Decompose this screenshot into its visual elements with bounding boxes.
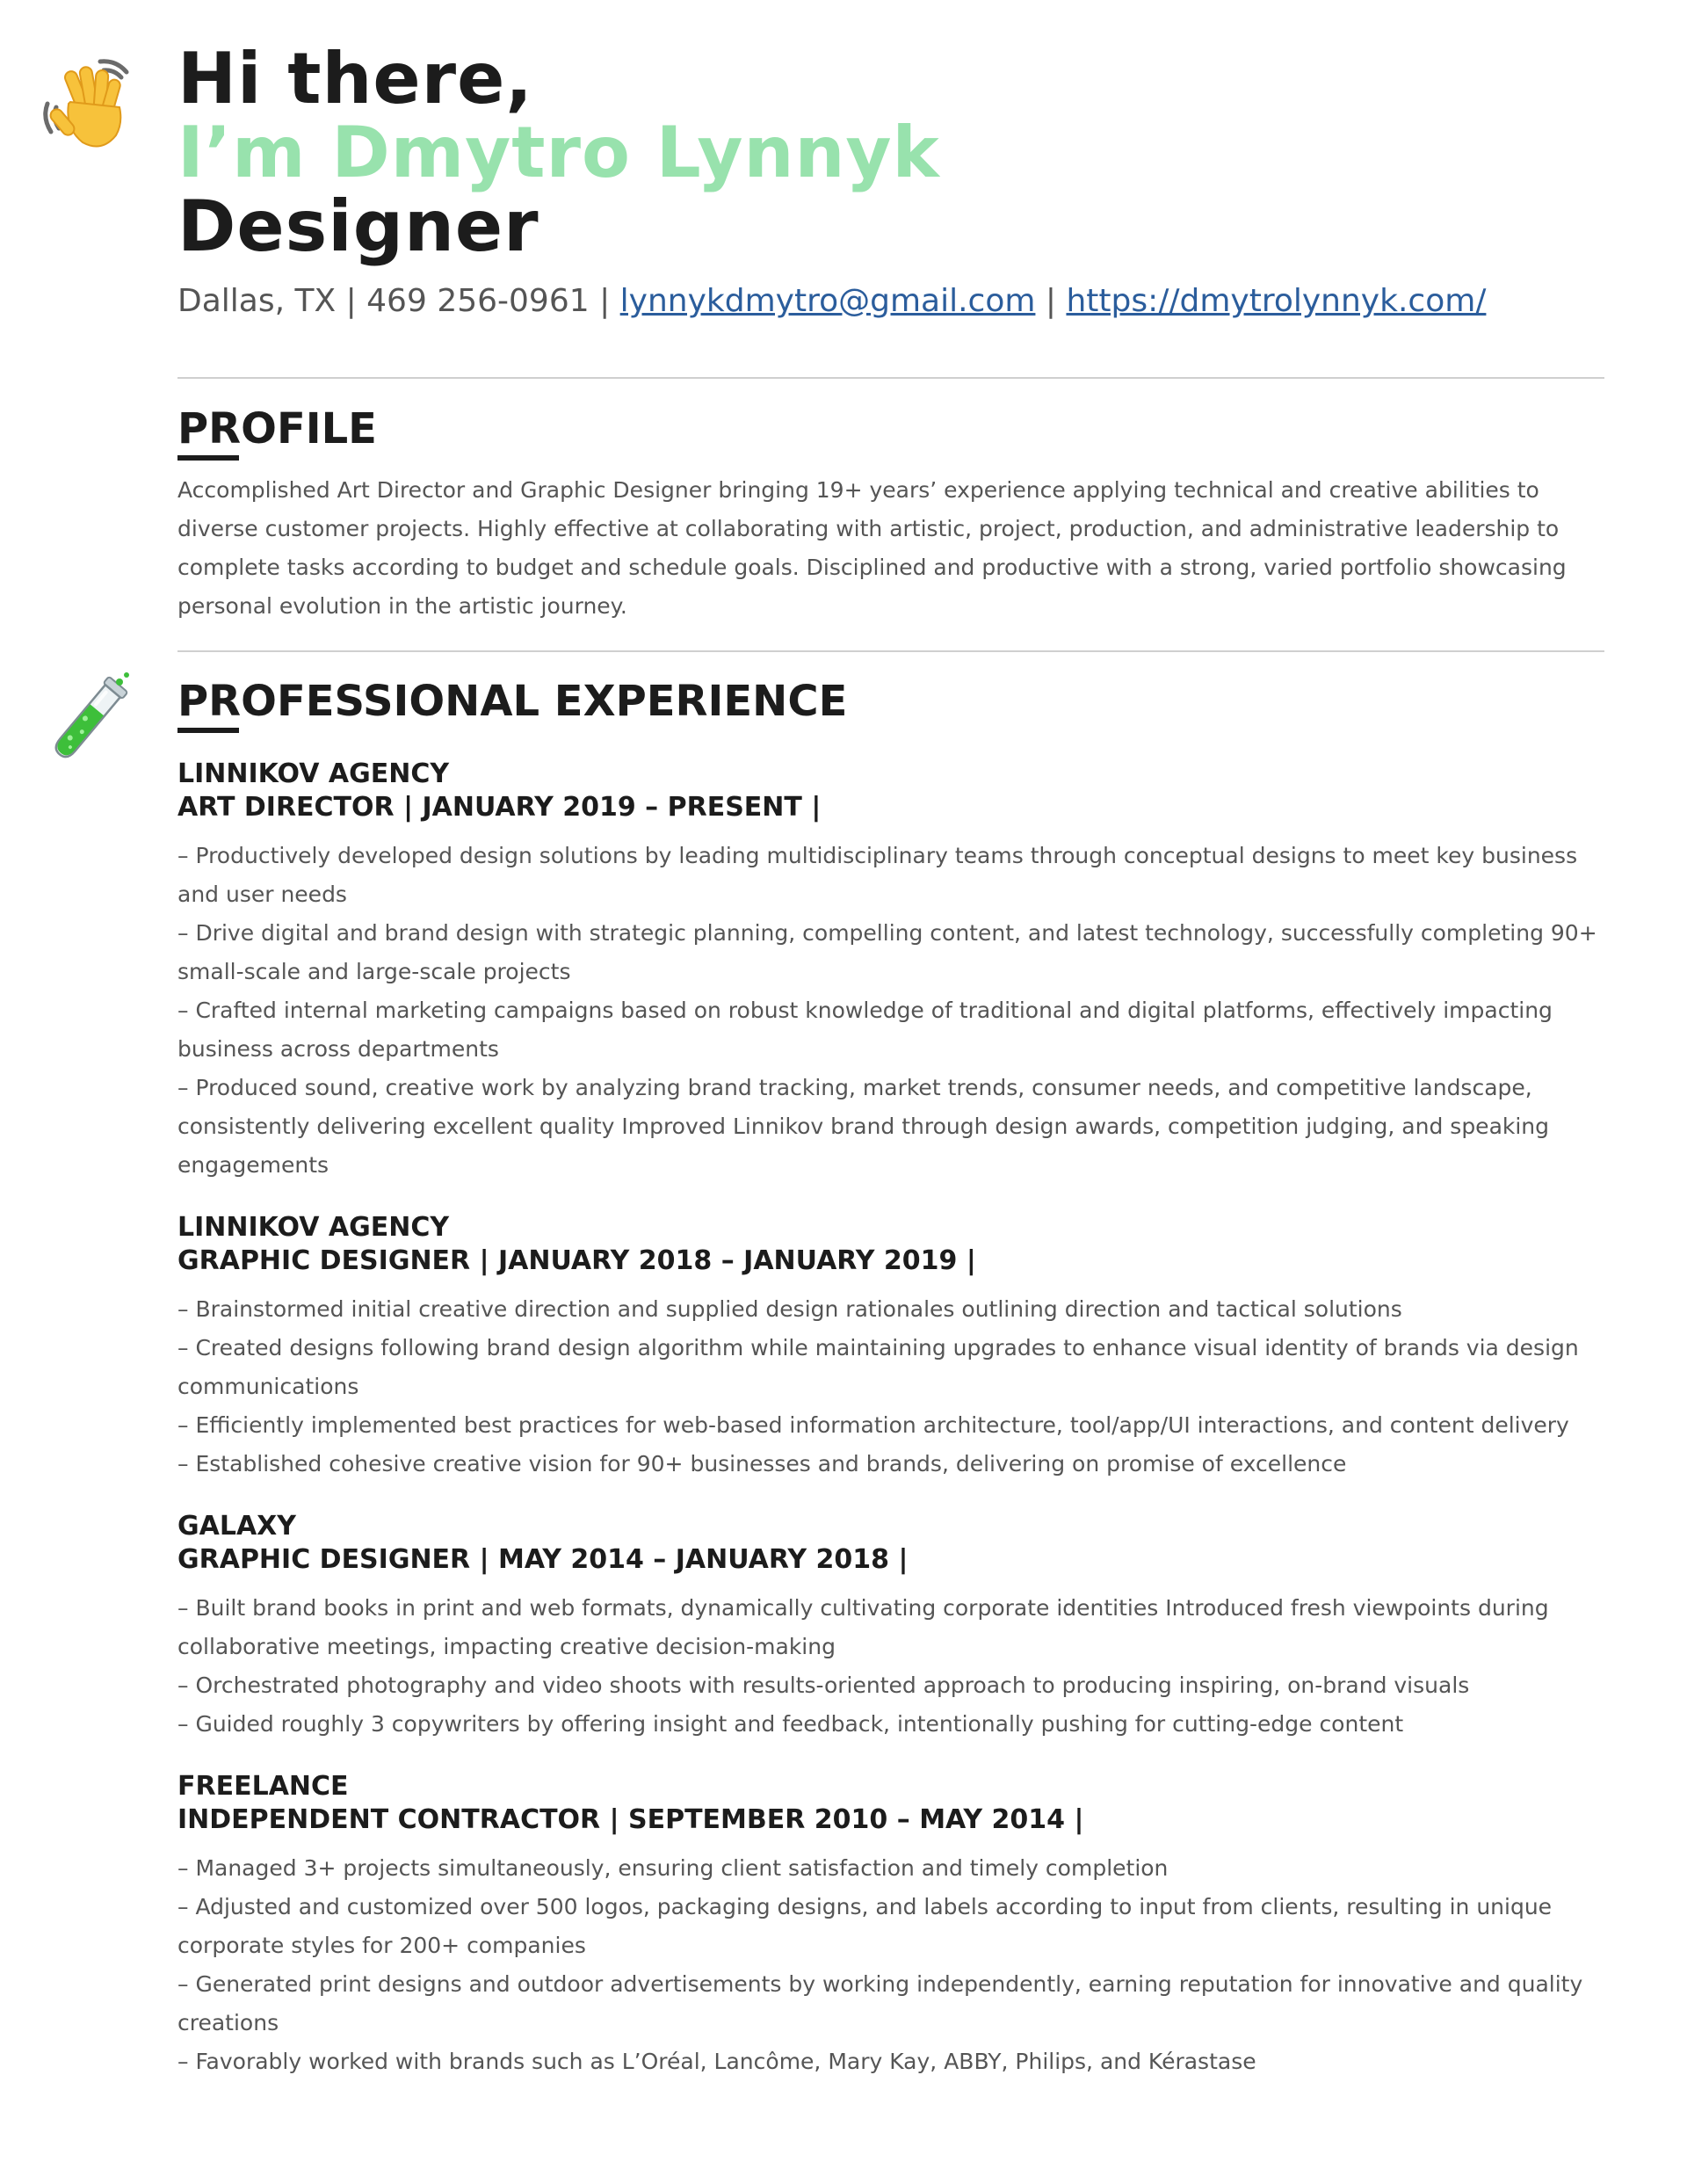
job-bullet: – Built brand books in print and web formats, dynamically cultivating corporate identities Introduced fresh viewpoints during collaborative meetings, impacting creative decision-making (177, 1595, 1549, 1659)
job-role: INDEPENDENT CONTRACTOR | SEPTEMBER 2010 – MAY 2014 | (177, 1804, 1084, 1835)
job-bullet: – Orchestrated photography and video shoots with results-oriented approach to producing inspiring, on-brand visuals (177, 1672, 1470, 1698)
experience-section-title: PROFESSIONAL EXPERIENCE (177, 677, 848, 726)
job-role: GRAPHIC DESIGNER | JANUARY 2018 – JANUARY 2019 | (177, 1245, 976, 1276)
job-bullet: – Created designs following brand design algorithm while maintaining upgrades to enhance visual identity of brands via design communications (177, 1335, 1579, 1399)
job-entry (177, 758, 1618, 1185)
job-title-heading: Designer (177, 185, 539, 267)
website-link[interactable]: https://dmytrolynnyk.com/ (1066, 283, 1487, 319)
job-bullet: – Adjusted and customized over 500 logos, packaging designs, and labels according to input from clients, resulting in unique corporate styles for 200+ companies (177, 1894, 1553, 1958)
experience-list (177, 758, 1618, 2108)
company-name: FREELANCE (177, 1771, 349, 1802)
job-entry (177, 1211, 1618, 1484)
job-entry (177, 1510, 1618, 1744)
company-name: LINNIKOV AGENCY (177, 758, 450, 789)
job-role: GRAPHIC DESIGNER | MAY 2014 – JANUARY 2018 | (177, 1544, 909, 1575)
job-bullet: – Brainstormed initial creative direction and supplied design rationales outlining direction and tactical solutions (177, 1296, 1402, 1322)
email-link[interactable]: lynnykdmytro@gmail.com (619, 283, 1036, 319)
profile-summary: Accomplished Art Director and Graphic Designer bringing 19+ years’ experience applying technical and creative abilities to diverse customer projects. Highly effective at collaborating with artistic, project, production, and administrative leadership to complete tasks according to budget and schedule goals. Disciplined and productive with a strong, varied portfolio showcasing personal evolution in the artistic journey. (177, 477, 1567, 619)
job-bullet: – Generated print designs and outdoor advertisements by working independently, earning reputation for innovative and quality creations (177, 1971, 1583, 2035)
company-name: GALAXY (177, 1511, 297, 1542)
test-tube-icon (35, 668, 141, 773)
job-bullet: – Managed 3+ projects simultaneously, ensuring client satisfaction and timely completion (177, 1855, 1169, 1881)
contact-separator: | (1035, 283, 1067, 319)
job-bullet: – Favorably worked with brands such as L’Oréal, Lancôme, Mary Kay, ABBY, Philips, and Kérastase (177, 2049, 1256, 2074)
job-bullet: – Guided roughly 3 copywriters by offering insight and feedback, intentionally pushing for cutting-edge content (177, 1711, 1404, 1737)
header (177, 38, 1618, 323)
job-role: ART DIRECTOR | JANUARY 2019 – PRESENT | (177, 792, 822, 823)
company-name: LINNIKOV AGENCY (177, 1212, 450, 1243)
job-bullet: – Produced sound, creative work by analyzing brand tracking, market trends, consumer needs, and competitive landscape, consistently delivering excellent quality Improved Linnikov brand through design awards, competition judging, and speaking engagements (177, 1075, 1550, 1178)
profile-section-title: PROFILE (177, 404, 377, 453)
contact-line (177, 279, 1618, 323)
divider (177, 377, 1604, 379)
job-bullet: – Productively developed design solutions by leading multidisciplinary teams through conceptual designs to meet key business and user needs (177, 843, 1578, 907)
job-bullet: – Crafted internal marketing campaigns based on robust knowledge of traditional and digital platforms, effectively impacting business across departments (177, 998, 1553, 1062)
name-heading: I’m Dmytro Lynnyk (177, 112, 940, 193)
greeting: Hi there, (177, 38, 533, 120)
location-phone: Dallas, TX | 469 256-0961 | (177, 283, 620, 319)
job-bullet: – Efficiently implemented best practices for web-based information architecture, tool/app/UI interactions, and content delivery (177, 1412, 1569, 1438)
divider (177, 650, 1604, 652)
job-bullet: – Established cohesive creative vision for 90+ businesses and brands, delivering on promise of excellence (177, 1451, 1347, 1477)
job-entry (177, 1770, 1618, 2081)
waving-hand-icon (35, 53, 141, 158)
job-bullet: – Drive digital and brand design with strategic planning, compelling content, and latest technology, successfully completing 90+ small-scale and large-scale projects (177, 920, 1597, 984)
